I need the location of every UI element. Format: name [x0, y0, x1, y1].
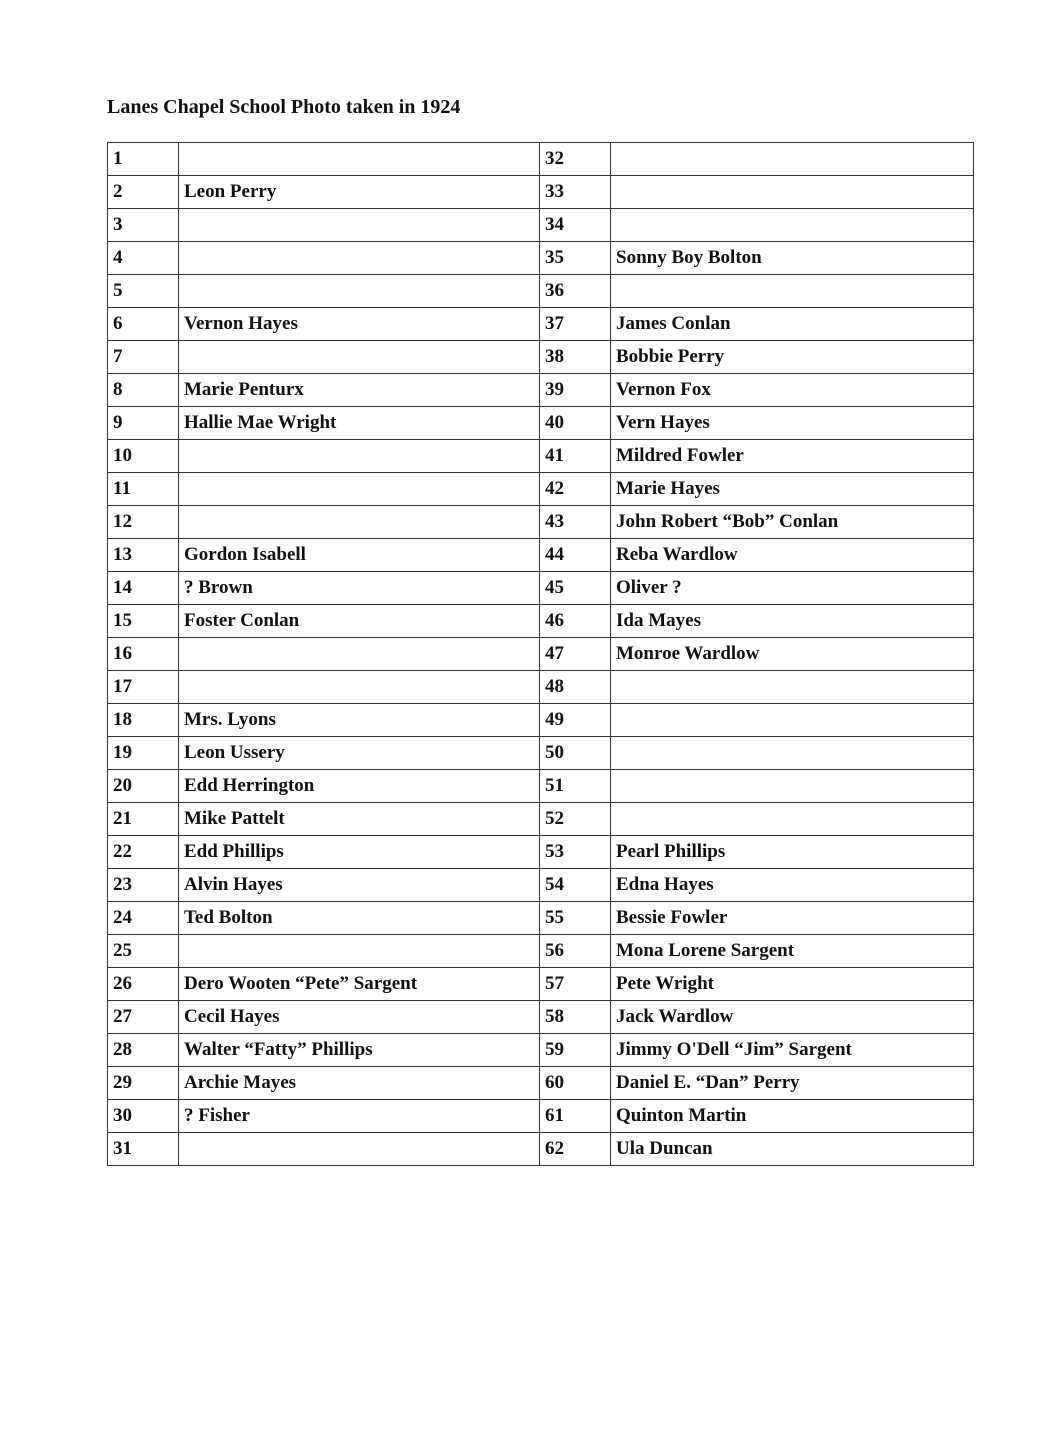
person-name-cell	[611, 176, 974, 209]
table-row	[108, 143, 974, 176]
person-number-cell: 21	[108, 803, 179, 836]
table-row	[108, 638, 974, 671]
person-name-cell: Ted Bolton	[179, 902, 540, 935]
person-number-cell: 28	[108, 1034, 179, 1067]
person-name-cell: Vern Hayes	[611, 407, 974, 440]
person-name-cell	[179, 143, 540, 176]
table-row	[108, 176, 974, 209]
person-number-cell: 29	[108, 1067, 179, 1100]
table-row	[108, 902, 974, 935]
person-name-cell: Daniel E. “Dan” Perry	[611, 1067, 974, 1100]
table-row	[108, 968, 974, 1001]
table-row	[108, 539, 974, 572]
person-number-cell: 11	[108, 473, 179, 506]
person-number-cell: 59	[540, 1034, 611, 1067]
person-name-cell: Reba Wardlow	[611, 539, 974, 572]
person-number-cell: 31	[108, 1133, 179, 1166]
person-name-cell	[179, 506, 540, 539]
person-number-cell: 30	[108, 1100, 179, 1133]
table-row	[108, 1100, 974, 1133]
person-name-cell	[179, 341, 540, 374]
person-name-cell: Leon Perry	[179, 176, 540, 209]
roster-table-body	[108, 143, 974, 1166]
person-number-cell: 15	[108, 605, 179, 638]
person-number-cell: 1	[108, 143, 179, 176]
person-number-cell: 14	[108, 572, 179, 605]
person-name-cell: Mona Lorene Sargent	[611, 935, 974, 968]
person-name-cell: Vernon Fox	[611, 374, 974, 407]
person-number-cell: 58	[540, 1001, 611, 1034]
person-number-cell: 57	[540, 968, 611, 1001]
person-number-cell: 8	[108, 374, 179, 407]
person-number-cell: 3	[108, 209, 179, 242]
person-name-cell: Ula Duncan	[611, 1133, 974, 1166]
person-number-cell: 23	[108, 869, 179, 902]
table-row	[108, 869, 974, 902]
person-number-cell: 53	[540, 836, 611, 869]
person-name-cell	[179, 473, 540, 506]
person-name-cell	[179, 671, 540, 704]
person-number-cell: 60	[540, 1067, 611, 1100]
person-number-cell: 16	[108, 638, 179, 671]
person-name-cell	[179, 275, 540, 308]
person-name-cell: Monroe Wardlow	[611, 638, 974, 671]
person-number-cell: 41	[540, 440, 611, 473]
person-name-cell	[179, 209, 540, 242]
table-row	[108, 935, 974, 968]
person-name-cell	[611, 737, 974, 770]
person-name-cell: Mildred Fowler	[611, 440, 974, 473]
person-number-cell: 34	[540, 209, 611, 242]
person-number-cell: 56	[540, 935, 611, 968]
person-number-cell: 4	[108, 242, 179, 275]
person-number-cell: 32	[540, 143, 611, 176]
person-name-cell	[611, 143, 974, 176]
person-name-cell: Bobbie Perry	[611, 341, 974, 374]
person-name-cell: Edd Herrington	[179, 770, 540, 803]
person-name-cell: Pearl Phillips	[611, 836, 974, 869]
person-number-cell: 55	[540, 902, 611, 935]
roster-table	[107, 142, 974, 1166]
person-name-cell	[611, 671, 974, 704]
person-number-cell: 33	[540, 176, 611, 209]
person-number-cell: 37	[540, 308, 611, 341]
person-number-cell: 47	[540, 638, 611, 671]
person-number-cell: 35	[540, 242, 611, 275]
table-row	[108, 473, 974, 506]
person-name-cell: Mrs. Lyons	[179, 704, 540, 737]
person-number-cell: 17	[108, 671, 179, 704]
person-number-cell: 38	[540, 341, 611, 374]
person-number-cell: 18	[108, 704, 179, 737]
person-number-cell: 45	[540, 572, 611, 605]
person-number-cell: 62	[540, 1133, 611, 1166]
person-number-cell: 13	[108, 539, 179, 572]
person-number-cell: 54	[540, 869, 611, 902]
person-name-cell	[179, 242, 540, 275]
person-name-cell: Cecil Hayes	[179, 1001, 540, 1034]
person-number-cell: 46	[540, 605, 611, 638]
table-row	[108, 506, 974, 539]
person-name-cell: Sonny Boy Bolton	[611, 242, 974, 275]
table-row	[108, 440, 974, 473]
person-name-cell: ? Brown	[179, 572, 540, 605]
table-row	[108, 1001, 974, 1034]
person-name-cell: Leon Ussery	[179, 737, 540, 770]
person-name-cell	[179, 638, 540, 671]
person-number-cell: 44	[540, 539, 611, 572]
person-name-cell: Alvin Hayes	[179, 869, 540, 902]
person-name-cell: Gordon Isabell	[179, 539, 540, 572]
person-name-cell: Jack Wardlow	[611, 1001, 974, 1034]
page-title: Lanes Chapel School Photo taken in 1924	[107, 96, 461, 118]
person-number-cell: 10	[108, 440, 179, 473]
person-name-cell	[611, 803, 974, 836]
person-number-cell: 2	[108, 176, 179, 209]
person-name-cell: Archie Mayes	[179, 1067, 540, 1100]
person-number-cell: 51	[540, 770, 611, 803]
person-name-cell: Vernon Hayes	[179, 308, 540, 341]
person-number-cell: 5	[108, 275, 179, 308]
person-number-cell: 49	[540, 704, 611, 737]
table-row	[108, 704, 974, 737]
person-name-cell: James Conlan	[611, 308, 974, 341]
person-name-cell	[611, 209, 974, 242]
table-row	[108, 836, 974, 869]
person-number-cell: 39	[540, 374, 611, 407]
person-number-cell: 6	[108, 308, 179, 341]
person-number-cell: 20	[108, 770, 179, 803]
person-number-cell: 7	[108, 341, 179, 374]
table-row	[108, 1067, 974, 1100]
person-number-cell: 42	[540, 473, 611, 506]
person-number-cell: 25	[108, 935, 179, 968]
person-name-cell: Oliver ?	[611, 572, 974, 605]
person-name-cell: Dero Wooten “Pete” Sargent	[179, 968, 540, 1001]
person-name-cell	[611, 275, 974, 308]
person-name-cell	[611, 770, 974, 803]
person-name-cell	[179, 1133, 540, 1166]
table-row	[108, 1034, 974, 1067]
person-name-cell: Quinton Martin	[611, 1100, 974, 1133]
person-number-cell: 50	[540, 737, 611, 770]
table-row	[108, 803, 974, 836]
person-number-cell: 26	[108, 968, 179, 1001]
person-name-cell: Hallie Mae Wright	[179, 407, 540, 440]
table-row	[108, 341, 974, 374]
table-row	[108, 1133, 974, 1166]
table-row	[108, 308, 974, 341]
person-name-cell: Marie Hayes	[611, 473, 974, 506]
person-number-cell: 43	[540, 506, 611, 539]
person-name-cell: Marie Penturx	[179, 374, 540, 407]
table-row	[108, 275, 974, 308]
table-row	[108, 407, 974, 440]
person-number-cell: 9	[108, 407, 179, 440]
table-row	[108, 572, 974, 605]
table-row	[108, 242, 974, 275]
person-name-cell: Pete Wright	[611, 968, 974, 1001]
person-name-cell: Walter “Fatty” Phillips	[179, 1034, 540, 1067]
person-name-cell: Ida Mayes	[611, 605, 974, 638]
table-row	[108, 374, 974, 407]
person-number-cell: 24	[108, 902, 179, 935]
person-name-cell	[179, 935, 540, 968]
person-number-cell: 48	[540, 671, 611, 704]
person-name-cell	[611, 704, 974, 737]
person-name-cell: Jimmy O'Dell “Jim” Sargent	[611, 1034, 974, 1067]
person-name-cell	[179, 440, 540, 473]
person-number-cell: 61	[540, 1100, 611, 1133]
person-number-cell: 12	[108, 506, 179, 539]
table-row	[108, 209, 974, 242]
person-name-cell: Edna Hayes	[611, 869, 974, 902]
person-name-cell: Edd Phillips	[179, 836, 540, 869]
person-name-cell: Bessie Fowler	[611, 902, 974, 935]
table-row	[108, 737, 974, 770]
table-row	[108, 671, 974, 704]
person-name-cell: Mike Pattelt	[179, 803, 540, 836]
table-row	[108, 770, 974, 803]
person-number-cell: 40	[540, 407, 611, 440]
person-number-cell: 19	[108, 737, 179, 770]
person-name-cell: Foster Conlan	[179, 605, 540, 638]
person-number-cell: 52	[540, 803, 611, 836]
person-name-cell: John Robert “Bob” Conlan	[611, 506, 974, 539]
person-number-cell: 27	[108, 1001, 179, 1034]
person-name-cell: ? Fisher	[179, 1100, 540, 1133]
table-row	[108, 605, 974, 638]
person-number-cell: 36	[540, 275, 611, 308]
person-number-cell: 22	[108, 836, 179, 869]
